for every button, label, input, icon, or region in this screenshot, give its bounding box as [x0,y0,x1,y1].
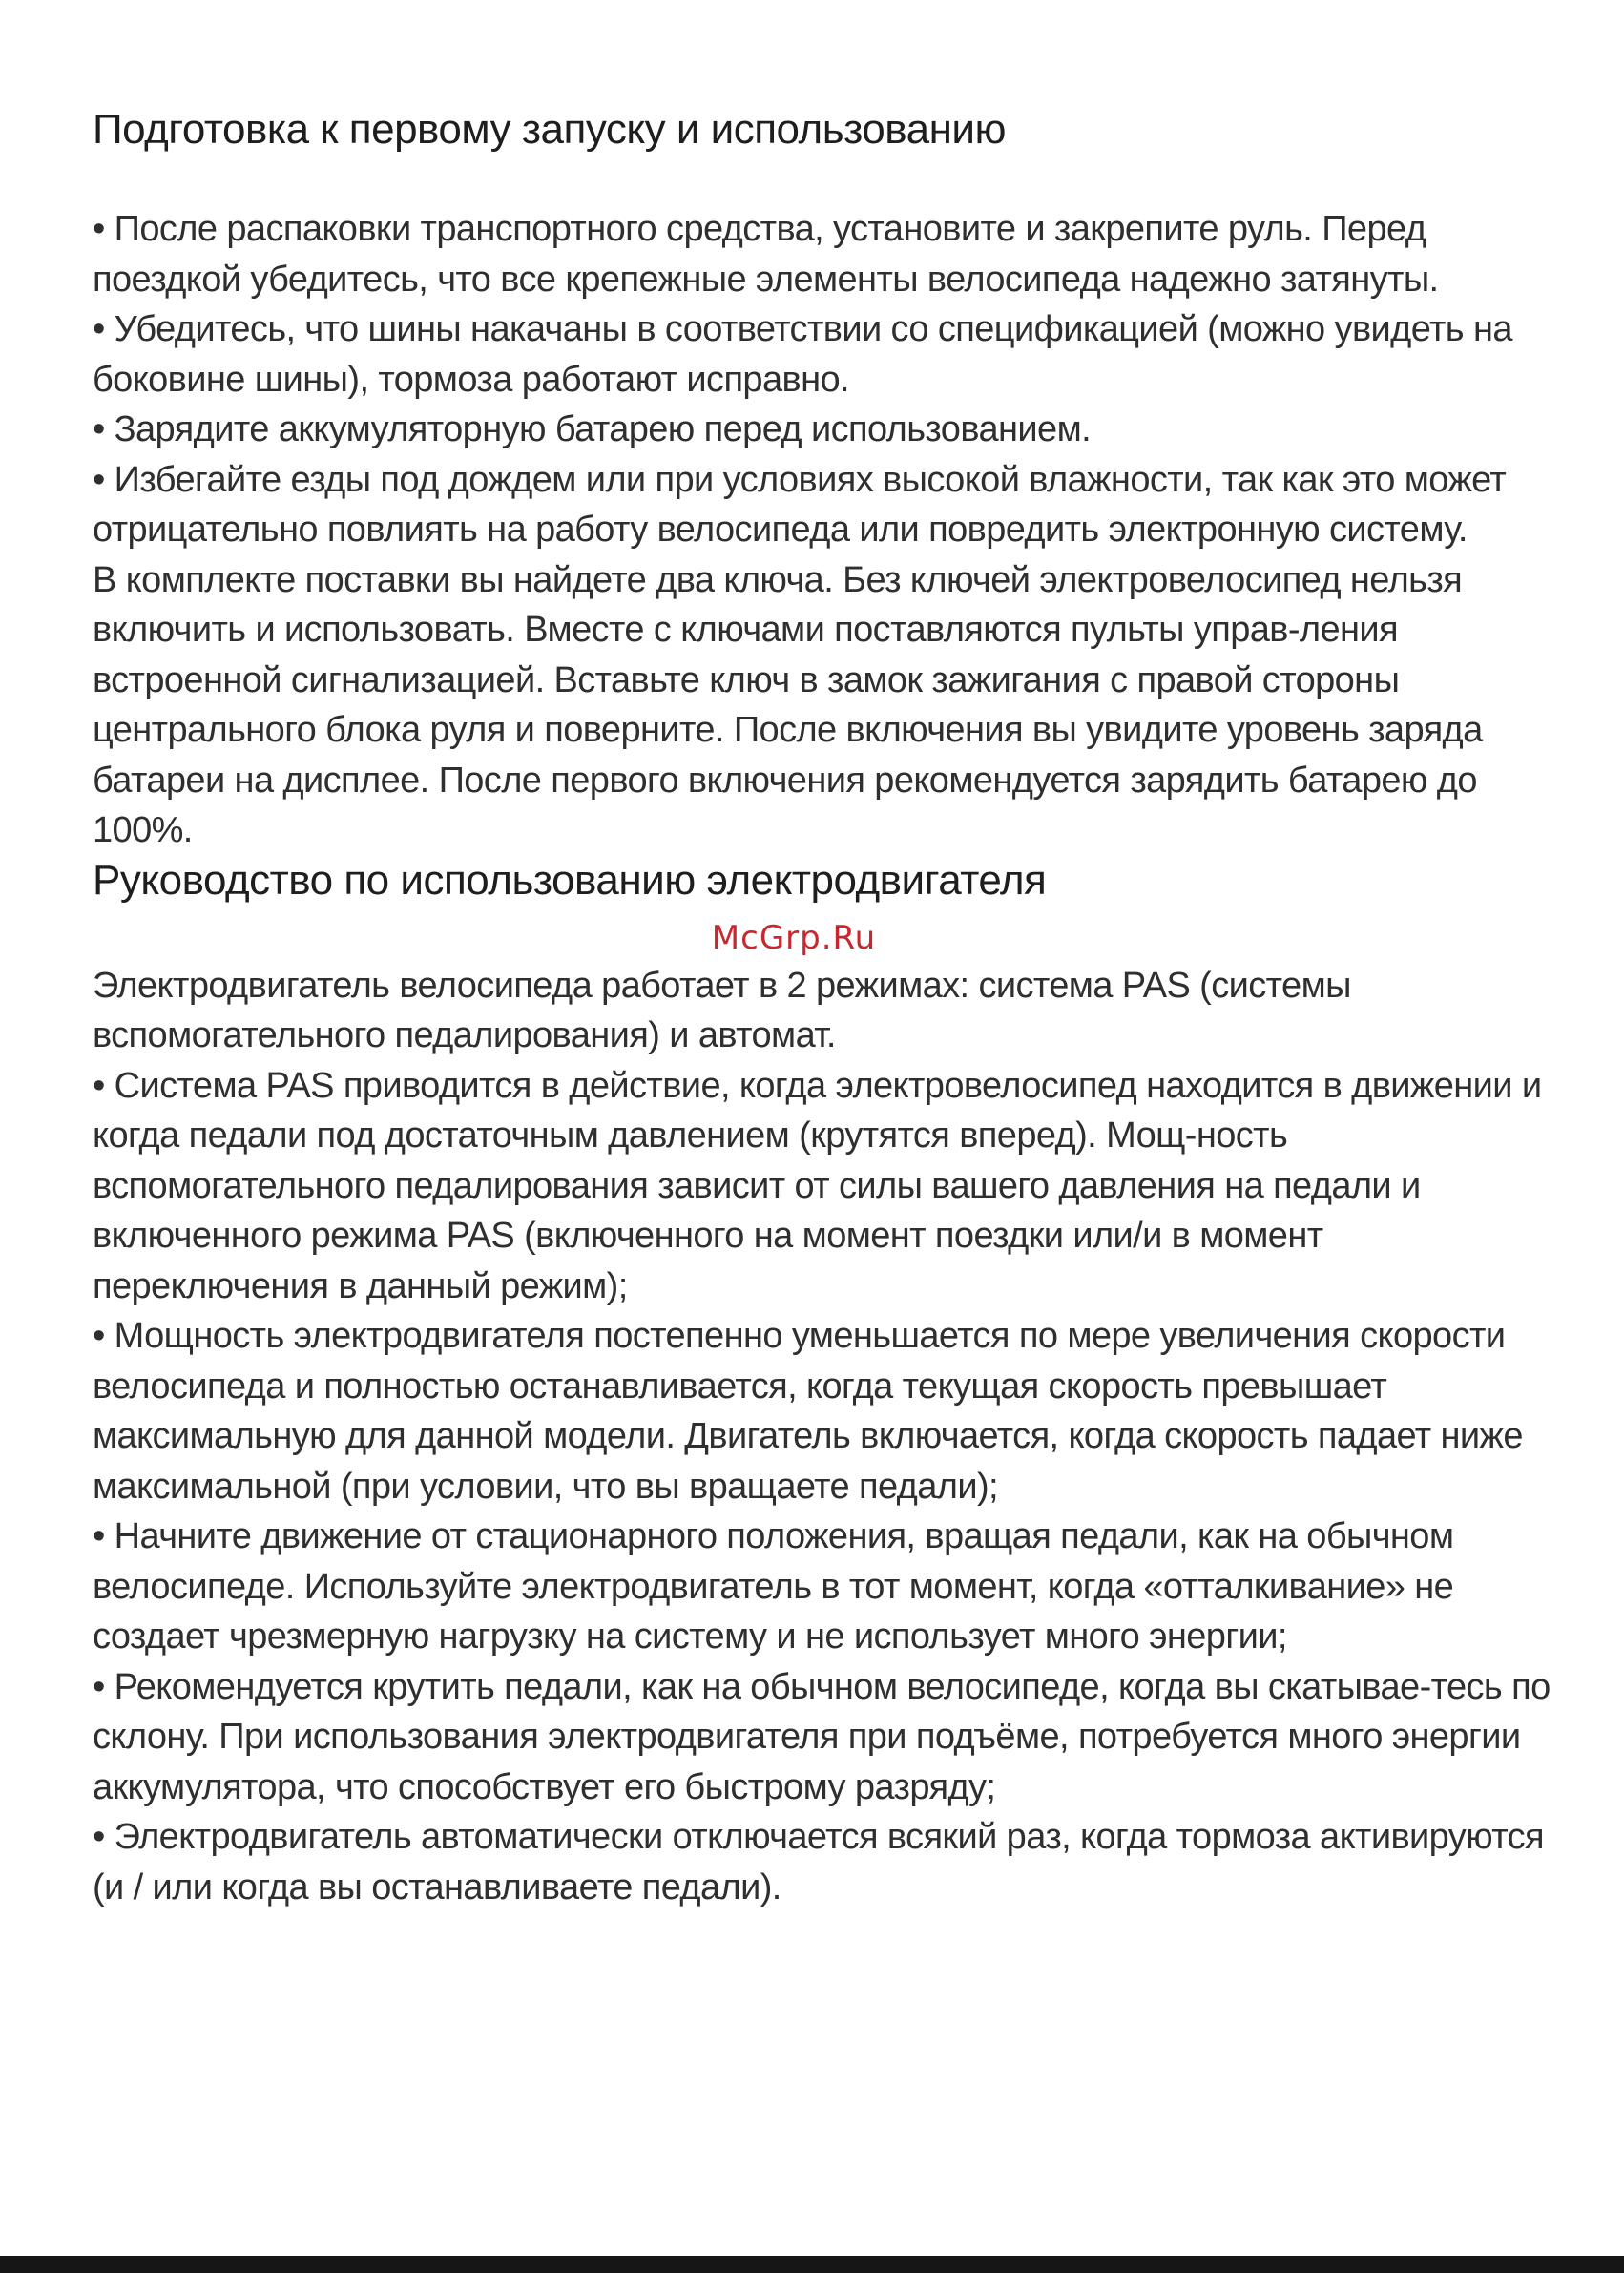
preparation-bullets-text: • После распаковки транспортного средства, установите и закрепите руль. Перед поездкой убедитесь, что все крепежные элементы велосипеда надежно затянуты. • Убедитесь, что шины накачаны в соответствии со спецификацией (можно увидеть на боковине шины), тормоза работают исправно. • Зарядите аккумуляторную батарею перед использованием. • Избегайте езды под дождем или при условиях высокой влажности, так как это может отрицательно повлиять на работу велосипеда или повредить электронную систему. [93,209,1512,550]
preparation-bullets [93,204,1552,555]
section-heading-motor-guide: Руководство по использованию электродвигателя [93,856,1047,904]
section-heading-preparation: Подготовка к первому запуску и использованию [93,106,1006,153]
keys-paragraph: В комплекте поставки вы найдете два ключа. Без ключей электровелосипед нельзя включить и использовать. Вместе с ключами поставляются пульты управ-ления встроенной сигнализацией. Вставьте ключ в замок зажигания с правой стороны центрального блока руля и поверните. После включения вы увидите уровень заряда батареи на дисплее. После первого включения рекомендуется зарядить батарею до 100%. [93,559,1483,850]
motor-modes-intro: Электродвигатель велосипеда работает в 2 режимах: система PAS (системы вспомогательного педалирования) и автомат. [93,965,1351,1055]
bottom-border [0,2256,1624,2273]
watermark: McGrp.Ru [711,918,877,957]
motor-bullets-text: • Система PAS приводится в действие, когда электровелосипед находится в движении и когда педали под достаточным давлением (крутятся вперед). Мощ-ность вспомогательного педалирования зависит от силы вашего давления на педали и включенного режима PAS (включенного на момент поездки или/и в момент переключения в данный режим); • Мощность электродвигателя постепенно уменьшается по мере увеличения скорости велосипеда и полностью останавливается, когда текущая скорость превышает максимальную для данной модели. Двигатель включается, когда скорость падает ниже максимальной (при условии, что вы вращаете педали); • Начните движение от стационарного положения, вращая педали, как на обычном велосипеде. Используйте электродвигатель в тот момент, когда «отталкивание» не создает чрезмерную нагрузку на систему и не использует много энергии; • Рекомендуется крутить педали, как на обычном велосипеде, когда вы скатывае-тесь по склону. При использования электродвигателя при подъёме, потребуется много энергии аккумулятора, что способствует его быстрому разряду; • Электродвигатель автоматически отключается всякий раз, когда тормоза активируются (и / или когда вы останавливаете педали). [93,1065,1551,1908]
document-page [93,105,1552,1912]
motor-bullets [93,1061,1552,1913]
